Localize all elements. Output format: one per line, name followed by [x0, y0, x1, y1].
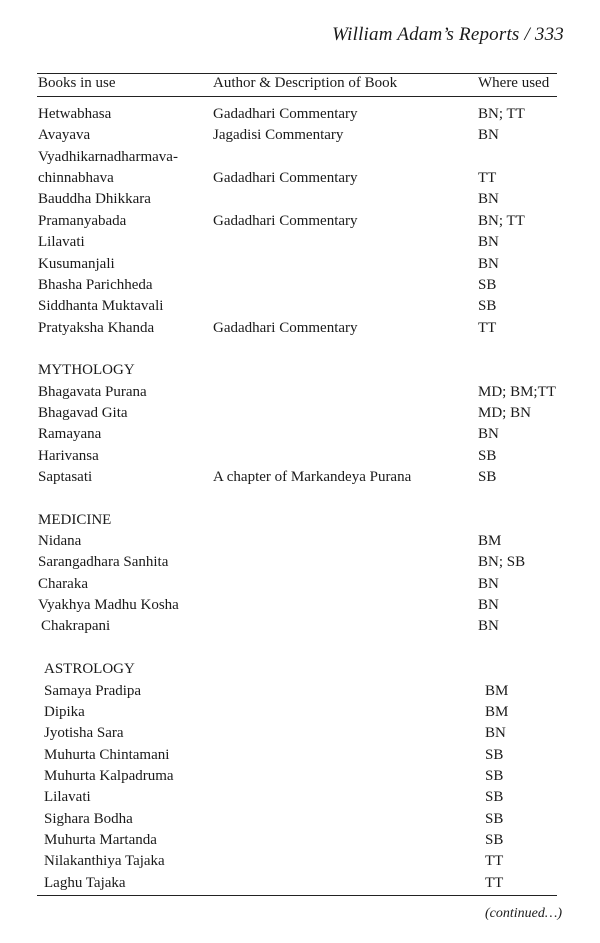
table-row	[0, 446, 600, 467]
table-row	[0, 787, 600, 808]
book-title-cell: Charaka	[38, 575, 88, 592]
book-title-cell: Laghu Tajaka	[44, 874, 126, 891]
table-row	[0, 830, 600, 851]
book-title-cell: Saptasati	[38, 469, 93, 485]
where-used-cell: SB	[485, 746, 504, 763]
where-used-cell: BN	[478, 426, 499, 443]
author-description-cell: Gadadhari Commentary	[213, 106, 358, 122]
table-row	[0, 595, 600, 616]
where-used-cell: SB	[485, 789, 504, 806]
book-title-cell: Jyotisha Sara	[44, 725, 124, 742]
book-title-cell: MYTHOLOGY	[38, 362, 135, 379]
table-row	[0, 125, 600, 146]
book-title-cell: Nidana	[38, 533, 82, 549]
table-row	[0, 424, 600, 445]
book-title-cell: Kusumanjali	[38, 255, 115, 272]
table-row	[0, 254, 600, 275]
book-title-cell: chinnabhava	[38, 170, 114, 187]
table-row	[0, 809, 600, 830]
where-used-cell: SB	[478, 469, 497, 485]
where-used-cell: SB	[478, 447, 497, 464]
book-title-cell: Lilavati	[44, 789, 91, 806]
book-title-cell: Muhurta Chintamani	[44, 746, 170, 763]
table-top-rule	[37, 73, 557, 74]
book-title-cell: Pramanyabada	[38, 212, 127, 229]
where-used-cell: TT	[485, 853, 504, 870]
book-title-cell: Sarangadhara Sanhita	[38, 554, 169, 571]
book-title-cell: Harivansa	[38, 447, 99, 464]
table-row	[0, 168, 600, 189]
column-header-where: Where used	[478, 75, 550, 91]
table-row	[0, 745, 600, 766]
column-header-author: Author & Description of Book	[213, 75, 398, 91]
table-row	[0, 360, 600, 381]
where-used-cell: BN; TT	[478, 212, 525, 229]
where-used-cell: BN	[478, 597, 499, 613]
book-title-cell: Nilakanthiya Tajaka	[44, 853, 165, 870]
where-used-cell: SB	[485, 767, 504, 784]
author-description-cell: Jagadisi Commentary	[213, 127, 344, 144]
where-used-cell: BM	[478, 533, 502, 549]
column-header-books: Books in use	[38, 75, 116, 91]
where-used-cell: SB	[478, 276, 497, 293]
where-used-cell: SB	[485, 831, 504, 848]
book-title-cell: Siddhanta Muktavali	[38, 298, 164, 315]
table-row	[0, 147, 600, 168]
table-row	[0, 552, 600, 573]
table-header-rule	[37, 96, 557, 97]
where-used-cell: SB	[478, 298, 497, 315]
book-title-cell: Pratyaksha Khanda	[38, 319, 155, 336]
table-bottom-rule	[37, 895, 557, 896]
table-row	[0, 467, 600, 488]
book-title-cell: Bauddha Dhikkara	[38, 191, 151, 208]
book-title-cell: Bhagavata Purana	[38, 383, 147, 400]
where-used-cell: BN	[478, 127, 499, 144]
where-used-cell: TT	[478, 319, 497, 336]
book-title-cell: Vyakhya Madhu Kosha	[38, 597, 179, 613]
table-row	[0, 189, 600, 210]
running-head: William Adam’s Reports / 333	[332, 24, 564, 45]
table-row	[0, 574, 600, 595]
table-row	[0, 681, 600, 702]
where-used-cell: BN	[478, 191, 499, 208]
author-description-cell: Gadadhari Commentary	[213, 212, 358, 229]
table-row	[0, 382, 600, 403]
book-title-cell: MEDICINE	[38, 511, 112, 528]
where-used-cell: MD; BN	[478, 404, 531, 421]
table-row	[0, 851, 600, 872]
table-row	[0, 232, 600, 253]
where-used-cell: BN	[485, 725, 506, 742]
where-used-cell: BN; SB	[478, 554, 526, 571]
table-row	[0, 275, 600, 296]
table-row	[0, 723, 600, 744]
table-row	[0, 638, 600, 659]
book-title-cell: Bhagavad Gita	[38, 404, 128, 421]
where-used-cell: TT	[478, 170, 497, 187]
author-description-cell: Gadadhari Commentary	[213, 170, 358, 187]
book-title-cell: Muhurta Martanda	[44, 831, 157, 848]
author-description-cell: Gadadhari Commentary	[213, 319, 358, 336]
where-used-cell: MD; BM;TT	[478, 383, 556, 400]
table-row	[0, 659, 600, 680]
table-row	[0, 296, 600, 317]
table-row	[0, 616, 600, 637]
book-title-cell: Lilavati	[38, 234, 85, 251]
book-title-cell: Muhurta Kalpadruma	[44, 767, 174, 784]
table-row	[0, 702, 600, 723]
where-used-cell: BM	[485, 682, 509, 699]
table-row	[0, 211, 600, 232]
table-row	[0, 531, 600, 552]
where-used-cell: TT	[485, 874, 504, 891]
table-row	[0, 318, 600, 339]
book-title-cell: Sighara Bodha	[44, 810, 133, 827]
where-used-cell: BN	[478, 234, 499, 251]
book-title-cell: Hetwabhasa	[38, 106, 112, 122]
table-row	[0, 403, 600, 424]
book-title-cell: Dipika	[44, 703, 85, 720]
continued-note: (continued…)	[485, 906, 562, 921]
table-row	[0, 104, 600, 125]
table-row	[0, 488, 600, 509]
where-used-cell: SB	[485, 810, 504, 827]
where-used-cell: BN; TT	[478, 106, 525, 122]
book-title-cell: Bhasha Parichheda	[38, 276, 153, 293]
author-description-cell: A chapter of Markandeya Purana	[213, 469, 412, 485]
table-row	[0, 510, 600, 531]
book-title-cell: Ramayana	[38, 426, 102, 443]
table-row	[0, 339, 600, 360]
table-row	[0, 873, 600, 894]
book-title-cell: ASTROLOGY	[44, 661, 135, 678]
where-used-cell: BN	[478, 618, 499, 635]
table-row	[0, 766, 600, 787]
where-used-cell: BN	[478, 255, 499, 272]
where-used-cell: BM	[485, 703, 509, 720]
book-title-cell: Chakrapani	[41, 618, 111, 635]
book-title-cell: Avayava	[38, 127, 91, 144]
where-used-cell: BN	[478, 575, 499, 592]
book-title-cell: Vyadhikarnadharmava-	[38, 148, 178, 165]
book-title-cell: Samaya Pradipa	[44, 682, 142, 699]
